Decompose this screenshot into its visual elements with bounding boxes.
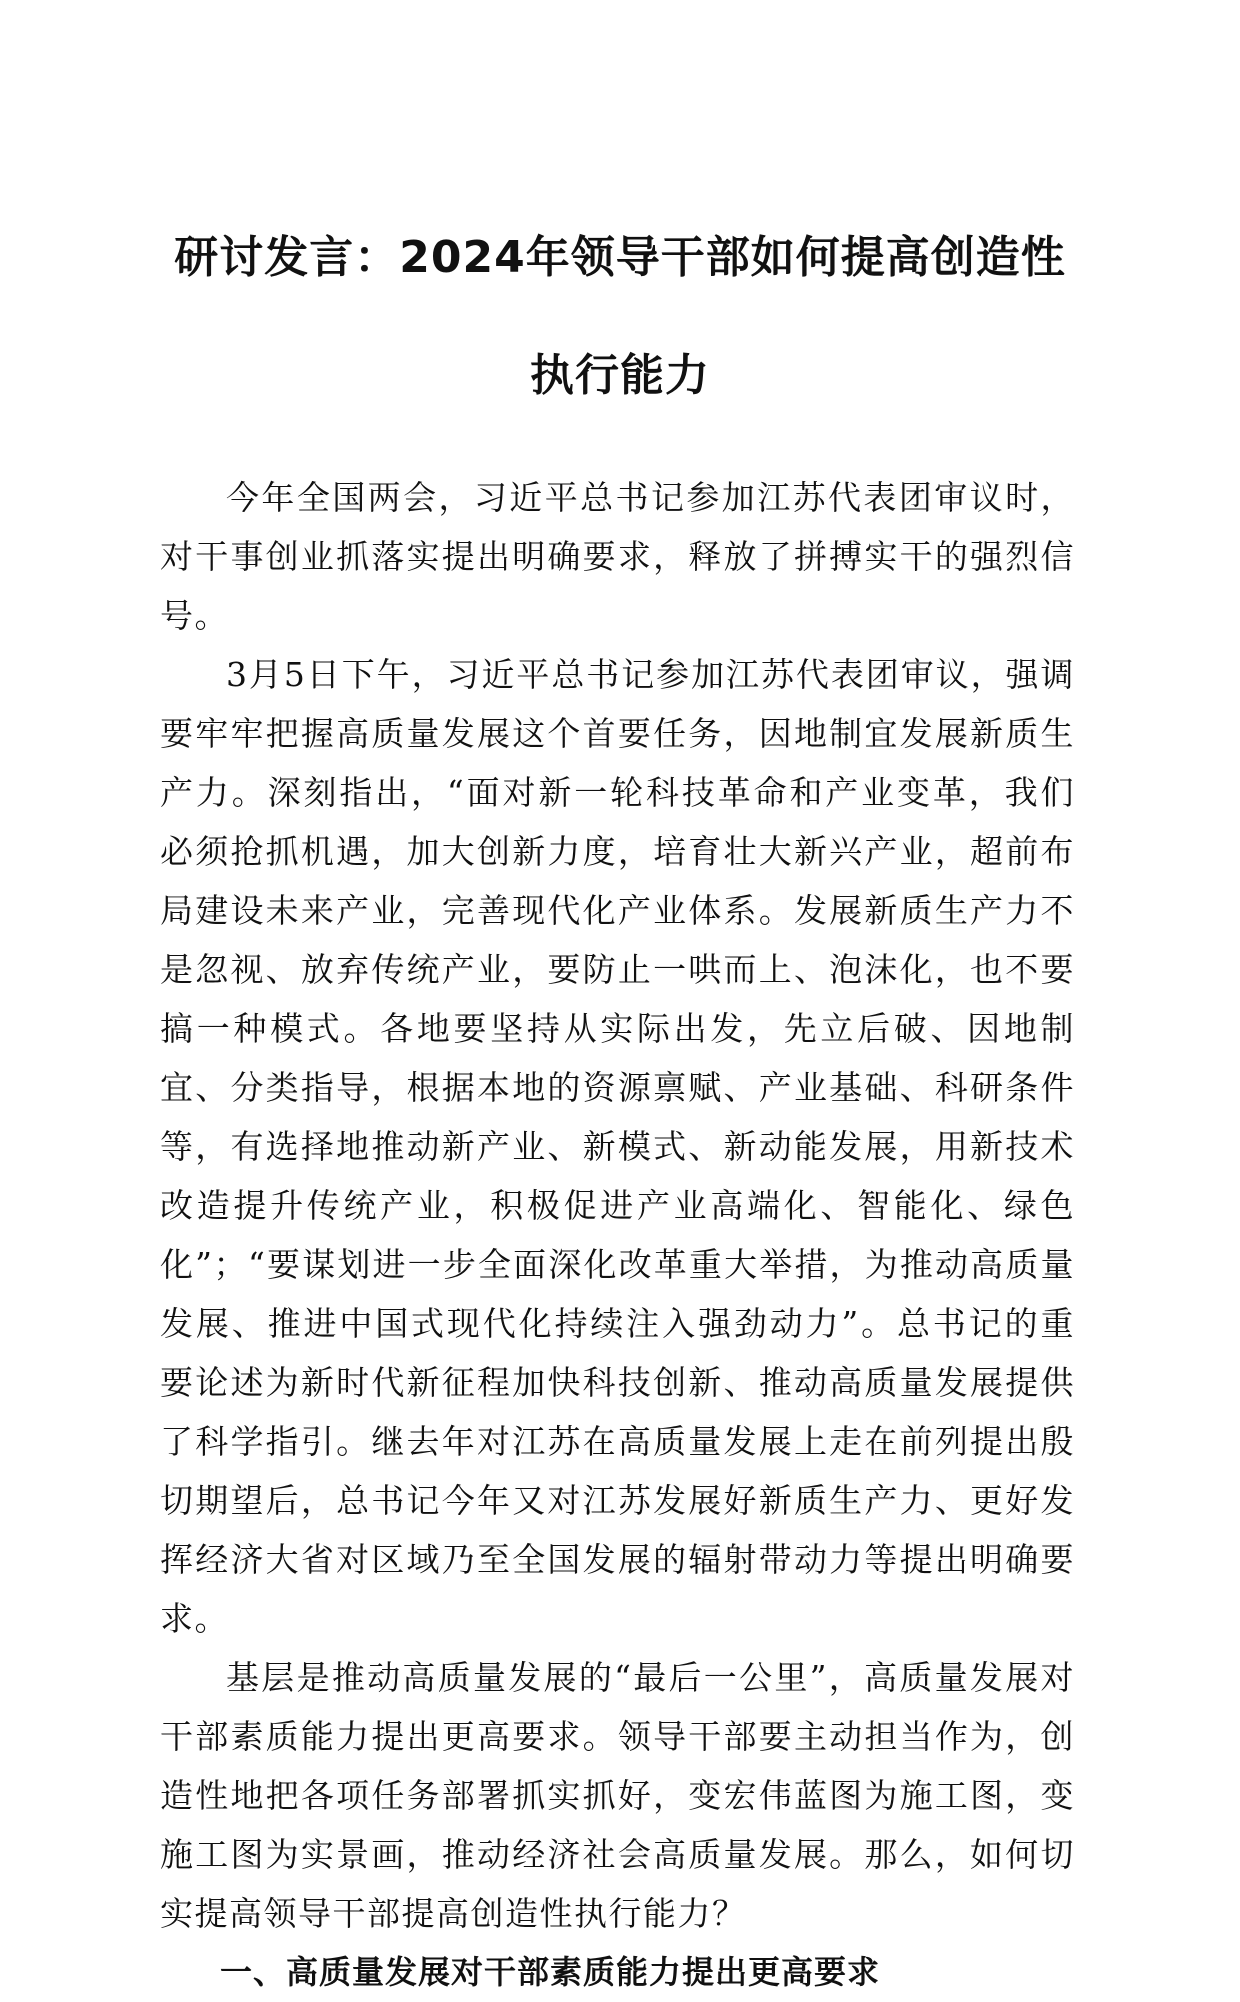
paragraph-speech-summary: 3月5日下午，习近平总书记参加江苏代表团审议，强调要牢牢把握高质量发展这个首要任务，因地制宜发展新质生产力。深刻指出，“面对新一轮科技革命和产业变革，我们必须抢抓机遇，加大创新力度，培育壮大新兴产业，超前布局建设未来产业，完善现代化产业体系。发展新质生产力不是忽视、放弃传统产业，要防止一哄而上、泡沫化，也不要搞一种模式。各地要坚持从实际出发，先立后破、因地制宜、分类指导，根据本地的资源禀赋、产业基础、科研条件等，有选择地推动新产业、新模式、新动能发展，用新技术改造提升传统产业，积极促进产业高端化、智能化、绿色化”；“要谋划进一步全面深化改革重大举措，为推动高质量发展、推进中国式现代化持续注入强劲动力”。总书记的重要论述为新时代新征程加快科技创新、推动高质量发展提供了科学指引。继去年对江苏在高质量发展上走在前列提出殷切期望后，总书记今年又对江苏发展好新质生产力、更好发挥经济大省对区域乃至全国发展的辐射带动力等提出明确要求。 xyxy=(160,655,1075,1638)
document-body xyxy=(160,468,1075,2002)
section-heading: 一、高质量发展对干部素质能力提出更高要求 xyxy=(220,1953,881,1991)
document-title-line-2: 执行能力 xyxy=(530,350,710,401)
paragraph-grassroots: 基层是推动高质量发展的“最后一公里”，高质量发展对干部素质能力提出更高要求。领导干部要主动担当作为，创造性地把各项任务部署抓实抓好，变宏伟蓝图为施工图，变施工图为实景画，推动经济社会高质量发展。那么，如何切实提高领导干部提高创造性执行能力？ xyxy=(160,1658,1075,1933)
document-title-line-1: 研讨发言：2024年领导干部如何提高创造性 xyxy=(174,232,1066,283)
paragraph-intro: 今年全国两会，习近平总书记参加江苏代表团审议时，对干事创业抓落实提出明确要求，释放了拼搏实干的强烈信号。 xyxy=(160,478,1075,635)
